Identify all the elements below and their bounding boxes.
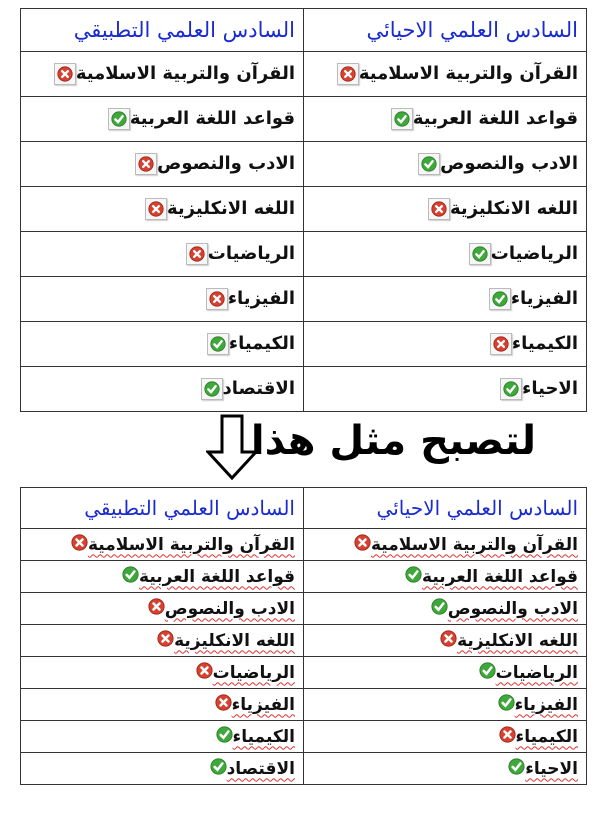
down-arrow-icon — [206, 414, 258, 480]
cross-icon — [206, 288, 228, 310]
subject-label: الفيزياء — [514, 694, 578, 715]
cell-biology — [304, 561, 587, 593]
subject-label: الرياضيات — [212, 662, 295, 683]
cross-icon — [157, 630, 174, 652]
check-icon — [431, 598, 448, 620]
cell-applied — [21, 187, 304, 232]
cell-biology — [304, 657, 587, 689]
table-row — [21, 277, 587, 322]
table-row — [21, 529, 587, 561]
subject-label: الادب والنصوص — [164, 598, 295, 619]
cross-icon — [196, 662, 213, 684]
check-icon — [405, 566, 422, 588]
subject-label: القرآن والتربية الاسلامية — [75, 63, 295, 84]
subject-label: الرياضيات — [207, 243, 295, 264]
subjects-table-after — [20, 487, 587, 785]
cell-applied — [21, 367, 304, 412]
cross-icon — [135, 153, 157, 175]
cell-biology — [304, 232, 587, 277]
check-icon — [201, 378, 223, 400]
subject-label: الاقتصاد — [222, 378, 295, 399]
check-icon — [207, 333, 229, 355]
cell-applied — [21, 657, 304, 689]
cell-biology — [304, 625, 587, 657]
cell-biology — [304, 187, 587, 232]
table-row — [21, 52, 587, 97]
check-icon — [418, 153, 440, 175]
check-icon — [469, 243, 491, 265]
table-row — [21, 625, 587, 657]
check-icon — [508, 758, 525, 780]
subject-label: قواعد اللغة العربية — [129, 108, 295, 129]
transition-row — [0, 412, 600, 484]
cross-icon — [71, 534, 88, 556]
subject-label: الرياضيات — [495, 662, 578, 683]
cell-biology — [304, 52, 587, 97]
subject-label: الاحياء — [525, 758, 578, 779]
check-icon — [216, 726, 233, 748]
subject-label: قواعد اللغة العربية — [139, 566, 295, 587]
table-row — [21, 142, 587, 187]
header-applied: السادس العلمي التطبيقي — [21, 9, 304, 52]
header-applied: السادس العلمي التطبيقي — [21, 488, 304, 529]
cell-biology — [304, 689, 587, 721]
cross-icon — [186, 243, 208, 265]
subject-label: قواعد اللغة العربية — [422, 566, 578, 587]
cross-icon — [499, 726, 516, 748]
subject-label: القرآن والتربية الاسلامية — [358, 63, 578, 84]
cross-icon — [215, 694, 232, 716]
cell-biology — [304, 142, 587, 187]
cell-biology — [304, 367, 587, 412]
subject-label: القرآن والتربية الاسلامية — [370, 534, 578, 555]
cross-icon — [148, 598, 165, 620]
cell-biology — [304, 277, 587, 322]
table-row — [21, 322, 587, 367]
subject-label: الكيمياء — [228, 333, 295, 354]
subject-label: الفيزياء — [510, 288, 578, 309]
subject-label: الفيزياء — [227, 288, 295, 309]
cross-icon — [440, 630, 457, 652]
cross-icon — [337, 63, 359, 85]
subject-label: الكيمياء — [232, 726, 295, 747]
subject-label: الكيمياء — [511, 333, 578, 354]
cell-biology — [304, 322, 587, 367]
subject-label: اللغه الانكليزية — [450, 198, 578, 219]
cell-biology — [304, 593, 587, 625]
table-row — [21, 561, 587, 593]
check-icon — [489, 288, 511, 310]
cell-biology — [304, 753, 587, 785]
cell-applied — [21, 561, 304, 593]
header-biology: السادس العلمي الاحيائي — [304, 9, 587, 52]
table-row — [21, 97, 587, 142]
table-header-row — [21, 488, 587, 529]
cell-applied — [21, 689, 304, 721]
cell-biology — [304, 97, 587, 142]
table-row — [21, 367, 587, 412]
cell-applied — [21, 142, 304, 187]
cell-applied — [21, 593, 304, 625]
table-row — [21, 753, 587, 785]
subject-label: الادب والنصوص — [447, 598, 578, 619]
cross-icon — [145, 198, 167, 220]
cell-applied — [21, 753, 304, 785]
check-icon — [500, 378, 522, 400]
table-header-row — [21, 9, 587, 52]
subject-label: الكيمياء — [515, 726, 578, 747]
check-icon — [479, 662, 496, 684]
subject-label: قواعد اللغة العربية — [412, 108, 578, 129]
cell-applied — [21, 721, 304, 753]
subject-label: اللغه الانكليزية — [457, 630, 578, 651]
cell-applied — [21, 232, 304, 277]
cell-biology — [304, 721, 587, 753]
table-row — [21, 187, 587, 232]
cross-icon — [428, 198, 450, 220]
subject-label: اللغه الانكليزية — [167, 198, 295, 219]
table-row — [21, 657, 587, 689]
header-biology: السادس العلمي الاحيائي — [304, 488, 587, 529]
cross-icon — [490, 333, 512, 355]
table-row — [21, 593, 587, 625]
subject-label: الادب والنصوص — [157, 153, 295, 174]
cell-applied — [21, 52, 304, 97]
cell-applied — [21, 97, 304, 142]
subject-label: الاحياء — [522, 378, 578, 399]
cell-applied — [21, 322, 304, 367]
subjects-table-before — [20, 8, 587, 412]
table-row — [21, 721, 587, 753]
cell-applied — [21, 625, 304, 657]
table-row — [21, 232, 587, 277]
check-icon — [391, 108, 413, 130]
subject-label: الفيزياء — [231, 694, 295, 715]
check-icon — [122, 566, 139, 588]
cell-biology — [304, 529, 587, 561]
subject-label: الاقتصاد — [226, 758, 295, 779]
check-icon — [498, 694, 515, 716]
cross-icon — [354, 534, 371, 556]
cell-applied — [21, 529, 304, 561]
cell-applied — [21, 277, 304, 322]
subject-label: القرآن والتربية الاسلامية — [87, 534, 295, 555]
subject-label: الادب والنصوص — [440, 153, 578, 174]
caption: لتصبح مثل هذا — [250, 418, 536, 464]
check-icon — [210, 758, 227, 780]
subject-label: الرياضيات — [490, 243, 578, 264]
subject-label: اللغه الانكليزية — [174, 630, 295, 651]
table-row — [21, 689, 587, 721]
cross-icon — [54, 63, 76, 85]
check-icon — [108, 108, 130, 130]
